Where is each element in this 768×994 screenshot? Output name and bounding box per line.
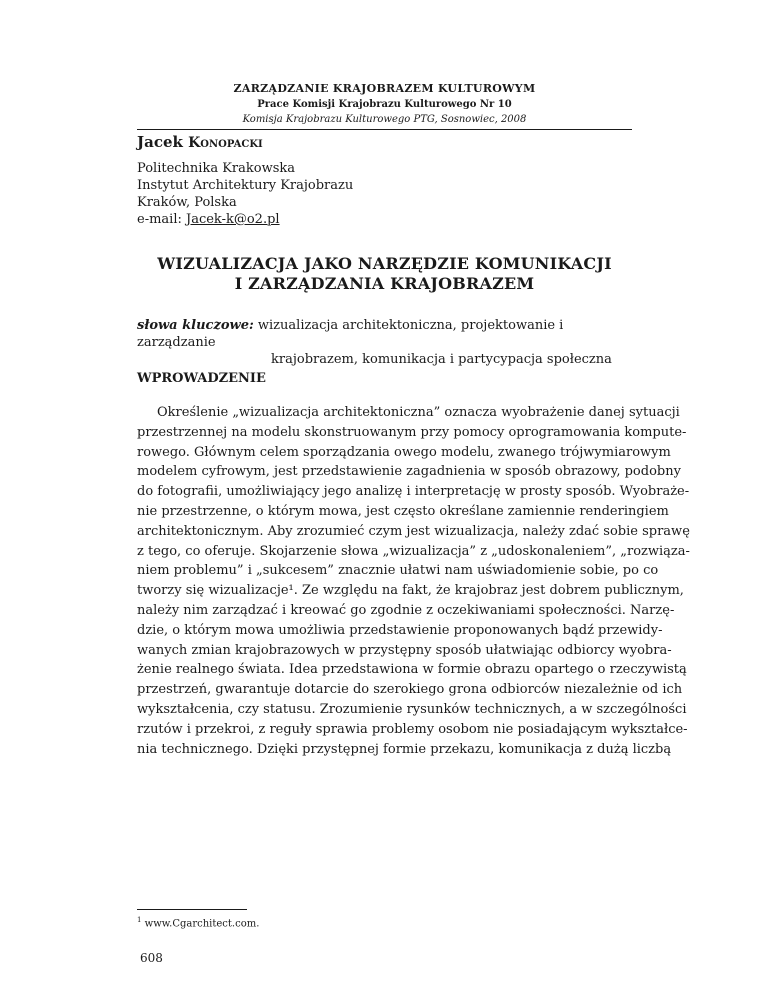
body-line: przestrzeń, gwarantuje dotarcie do szerokiego grona odbiorców niezależnie od ich <box>137 682 683 698</box>
affiliation-line: Politechnika Krakowska <box>137 161 296 176</box>
series-subtitle: Prace Komisji Krajobrazu Kulturowego Nr 10 <box>257 99 512 110</box>
section-heading: WPROWADZENIE <box>137 371 266 386</box>
body-line: niem problemu” i „sukcesem” znacznie ułatwi nam uświadomienie sobie, po co <box>137 563 659 579</box>
email-label: e-mail: <box>137 212 186 227</box>
article-title <box>137 254 632 294</box>
keywords-line-2: krajobrazem, komunikacja i partycypacja społeczna <box>271 352 612 367</box>
email-line <box>137 211 353 228</box>
affiliation-line: Kraków, Polska <box>137 195 237 210</box>
keywords <box>137 317 632 368</box>
body-line: Określenie „wizualizacja architektoniczna” oznacza wyobrażenie danej sytuacji <box>157 405 680 420</box>
email-link[interactable]: Jacek-k@o2.pl <box>186 212 280 227</box>
keywords-label: słowa kluczowe: <box>137 318 254 333</box>
body-line: tworzy się wizualizacje¹. Ze względu na fakt, że krajobraz jest dobrem publicznym, <box>137 583 684 599</box>
title-line-2: I ZARZĄDZANIA KRAJOBRAZEM <box>234 274 535 293</box>
body-line: modelem cyfrowym, jest przedstawienie zagadnienia w sposób obrazowy, podobny <box>137 464 681 480</box>
keywords-line-1: wizualizacja architektoniczna, projektowanie i zarządzanie <box>137 318 564 350</box>
body-line: architektonicznym. Aby zrozumieć czym jest wizualizacja, należy zdać sobie sprawę <box>137 523 690 539</box>
footnote-mark: 1 <box>137 916 142 924</box>
body-line: nie przestrzenne, o którym mowa, jest często określane zamiennie renderingiem <box>137 503 669 519</box>
footnote-text: www.Cgarchitect.com. <box>141 918 260 930</box>
footnote-rule <box>137 909 247 910</box>
body-line: rowego. Głównym celem sporządzania owego modelu, zwanego trójwymiarowym <box>137 444 671 460</box>
series-title: ZARZĄDZANIE KRAJOBRAZEM KULTUROWYM <box>233 82 536 95</box>
author-affiliation <box>137 160 353 228</box>
footnote <box>137 916 259 929</box>
author-last-name: Konopacki <box>188 135 263 151</box>
body-line: przestrzennej na modelu skonstruowanym przy pomocy oprogramowania kompute- <box>137 424 687 440</box>
page-number: 608 <box>140 951 163 965</box>
title-line-1: WIZUALIZACJA JAKO NARZĘDZIE KOMUNIKACJI <box>157 254 612 273</box>
affiliation-line: Instytut Architektury Krajobrazu <box>137 178 354 193</box>
publisher-line: Komisja Krajobrazu Kulturowego PTG, Sosnowiec, 2008 <box>242 114 527 125</box>
body-line: nia technicznego. Dzięki przystępnej formie przekazu, komunikacja z dużą liczbą <box>137 741 672 757</box>
body-line: żenie realnego świata. Idea przedstawiona w formie obrazu opartego o rzeczywistą <box>137 662 687 678</box>
header-rule <box>137 129 632 130</box>
body-paragraph <box>137 403 690 759</box>
body-line: wanych zmian krajobrazowych w przystępny sposób ułatwiając odbiorcy wyobra- <box>137 642 672 658</box>
body-line: dzie, o którym mowa umożliwia przedstawienie proponowanych bądź przewidy- <box>137 622 663 638</box>
author-first-name: Jacek <box>137 133 183 151</box>
body-line: należy nim zarządzać i kreować go zgodnie z oczekiwaniami społeczności. Narzę- <box>137 602 675 618</box>
body-line: rzutów i przekroi, z reguły sprawia problemy osobom nie posiadającym wykształce- <box>137 721 688 737</box>
body-line: wykształcenia, czy statusu. Zrozumienie rysunków technicznych, a w szczególności <box>137 701 687 717</box>
author-name <box>137 133 263 151</box>
body-line: do fotografii, umożliwiający jego analizę i interpretację w prosty sposób. Wyobraże- <box>137 484 690 500</box>
body-line: z tego, co oferuje. Skojarzenie słowa „wizualizacja” z „udoskonaleniem”, „rozwiąza- <box>137 543 690 559</box>
